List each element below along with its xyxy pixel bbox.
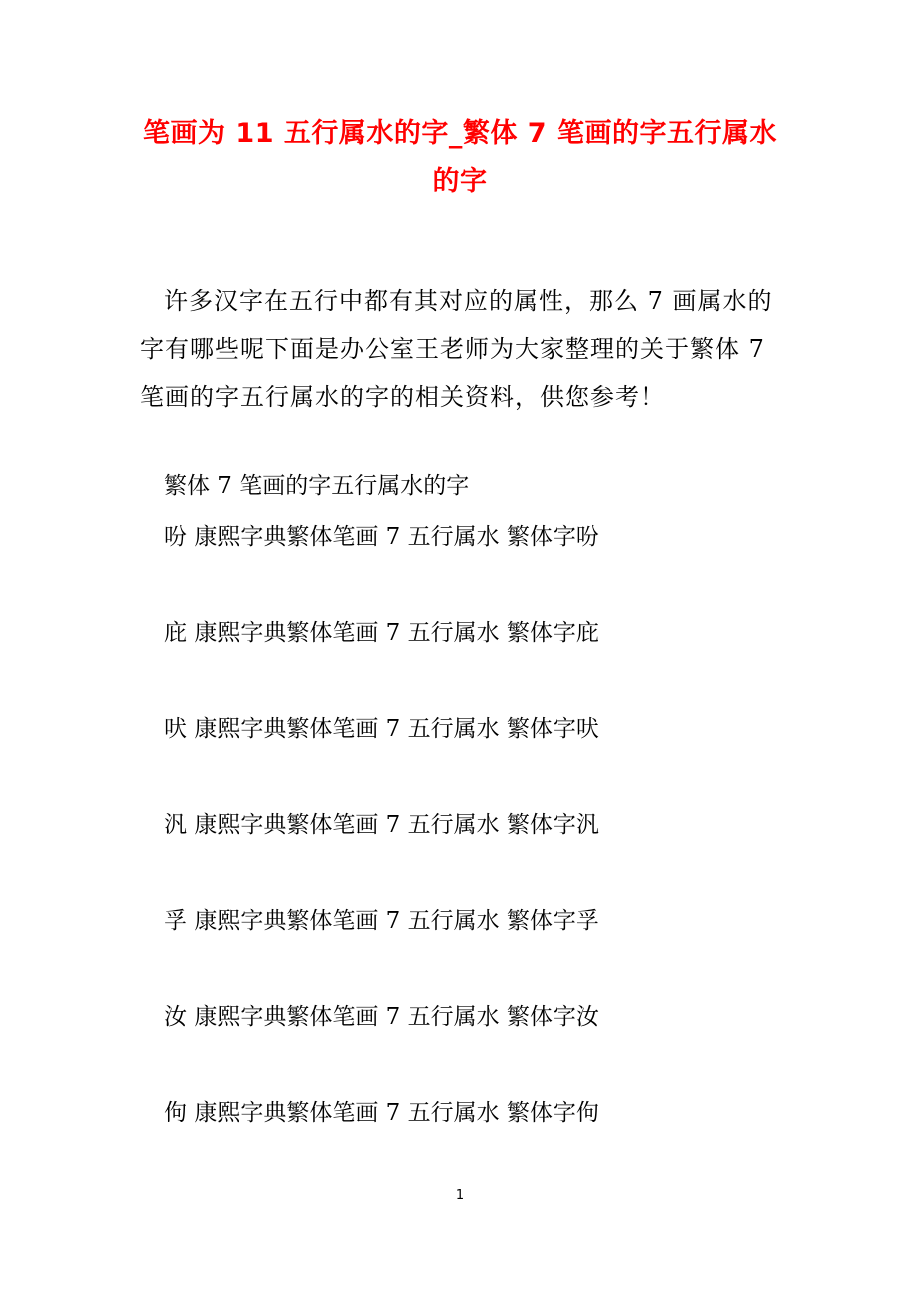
entry-traditional: 繁体字孚 — [506, 908, 599, 934]
entry-element: 五行属水 — [407, 1004, 500, 1030]
entry-char: 汎 — [164, 812, 187, 838]
intro-paragraph: 许多汉字在五行中都有其对应的属性，那么 7 画属水的字有哪些呢下面是办公室王老师为大家整理的关于繁体 7 笔画的字五行属水的字的相关资料，供您参考！ — [140, 287, 773, 411]
entry-dictionary: 康熙字典繁体笔画 7 — [194, 812, 401, 838]
entry-element: 五行属水 — [407, 1100, 500, 1126]
page-number: 1 — [455, 1188, 465, 1203]
entry-char: 佝 — [164, 1100, 187, 1126]
list-item — [164, 521, 599, 553]
entry-traditional: 繁体字汎 — [506, 812, 599, 838]
entry-dictionary: 康熙字典繁体笔画 7 — [194, 1100, 401, 1126]
entry-traditional: 繁体字庇 — [506, 620, 599, 646]
entry-dictionary: 康熙字典繁体笔画 7 — [194, 716, 401, 742]
list-item — [164, 1001, 599, 1033]
entry-element: 五行属水 — [407, 716, 500, 742]
entry-element: 五行属水 — [407, 908, 500, 934]
entry-char: 吠 — [164, 716, 187, 742]
entry-char: 吩 — [164, 524, 187, 550]
entry-traditional: 繁体字佝 — [506, 1100, 599, 1126]
list-item — [164, 1097, 599, 1129]
entry-traditional: 繁体字吩 — [506, 524, 599, 550]
entry-dictionary: 康熙字典繁体笔画 7 — [194, 524, 401, 550]
document-title: 笔画为 11 五行属水的字_繁体 7 笔画的字五行属水的字 — [143, 118, 777, 197]
entry-char: 庇 — [164, 620, 187, 646]
entry-dictionary: 康熙字典繁体笔画 7 — [194, 908, 401, 934]
list-item — [164, 905, 599, 937]
entry-element: 五行属水 — [407, 620, 500, 646]
list-item — [164, 809, 599, 841]
entry-traditional: 繁体字吠 — [506, 716, 599, 742]
entry-traditional: 繁体字汝 — [506, 1004, 599, 1030]
entry-dictionary: 康熙字典繁体笔画 7 — [194, 620, 401, 646]
list-item — [164, 713, 599, 745]
entry-element: 五行属水 — [407, 812, 500, 838]
entry-dictionary: 康熙字典繁体笔画 7 — [194, 1004, 401, 1030]
list-item — [164, 617, 599, 649]
entry-element: 五行属水 — [407, 524, 500, 550]
entry-char: 汝 — [164, 1004, 187, 1030]
section-heading: 繁体 7 笔画的字五行属水的字 — [164, 473, 470, 499]
entry-char: 孚 — [164, 908, 187, 934]
